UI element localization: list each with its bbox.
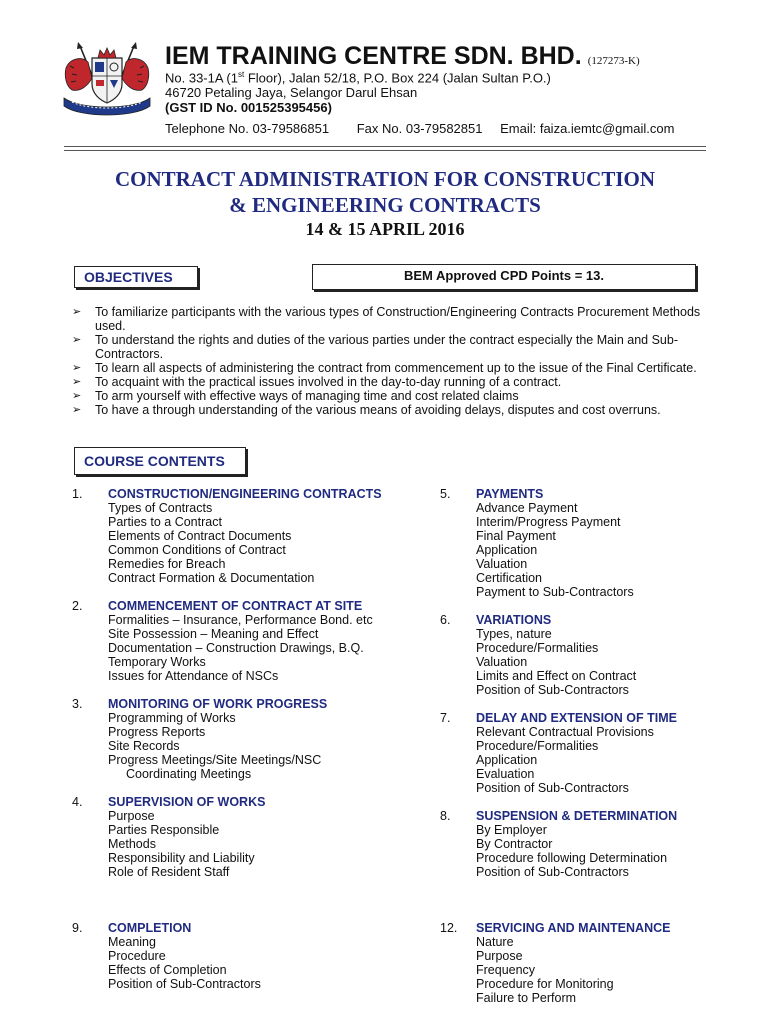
section-item: Programming of Works <box>108 711 236 725</box>
company-registration: (127273-K) <box>587 55 640 67</box>
address-line-1 <box>165 70 551 85</box>
address-pre: No. 33-1A (1 <box>165 70 238 86</box>
section-number: 2. <box>72 599 83 613</box>
section-number: 3. <box>72 697 83 711</box>
section-item: Final Payment <box>476 529 556 543</box>
company-name-text: IEM TRAINING CENTRE SDN. BHD. <box>165 42 582 70</box>
section-item: Site Possession – Meaning and Effect <box>108 627 319 641</box>
objective-item: ➢ To acquaint with the practical issues involved in the day-to-day running of a contract. <box>72 375 712 389</box>
course-section-8 <box>440 809 760 879</box>
section-item: Failure to Perform <box>476 991 577 1005</box>
section-item: Procedure/Formalities <box>476 641 599 655</box>
fax: Fax No. 03-79582851 <box>356 121 483 136</box>
iem-crest-logo-icon <box>58 40 156 124</box>
cpd-points-box: BEM Approved CPD Points = 13. <box>312 264 696 290</box>
section-number: 1. <box>72 487 83 501</box>
section-item: Formalities – Insurance, Performance Bond. etc <box>108 613 373 627</box>
section-item: Site Records <box>108 739 180 753</box>
section-item: Advance Payment <box>476 501 578 515</box>
section-item: Valuation <box>476 557 528 571</box>
section-item: Payment to Sub-Contractors <box>476 585 634 599</box>
address-post: Floor), Jalan 52/18, P.O. Box 224 (Jalan Sultan P.O.) <box>244 70 551 86</box>
section-item: Application <box>476 543 538 557</box>
course-title-line-2: & ENGINEERING CONTRACTS <box>229 193 541 217</box>
section-item: By Contractor <box>476 837 553 851</box>
section-item: Procedure <box>108 949 166 963</box>
course-section-7 <box>440 711 760 795</box>
objectives-list <box>72 305 712 417</box>
section-item: Documentation – Construction Drawings, B.Q. <box>108 641 364 655</box>
course-date: 14 & 15 APRIL 2016 <box>305 219 465 239</box>
section-item: Evaluation <box>476 767 535 781</box>
section-item: Meaning <box>108 935 156 949</box>
section-item: Relevant Contractual Provisions <box>476 725 654 739</box>
section-title: COMPLETION <box>108 921 192 935</box>
section-item: Frequency <box>476 963 536 977</box>
section-item: Position of Sub-Contractors <box>476 781 629 795</box>
course-section-6 <box>440 613 760 697</box>
section-item: Position of Sub-Contractors <box>108 977 261 991</box>
section-item: Limits and Effect on Contract <box>476 669 637 683</box>
section-item: Procedure for Monitoring <box>476 977 614 991</box>
section-item: Issues for Attendance of NSCs <box>108 669 279 683</box>
section-number: 5. <box>440 487 451 501</box>
section-item: Parties to a Contract <box>108 515 222 529</box>
section-item: Nature <box>476 935 514 949</box>
telephone: Telephone No. 03-79586851 <box>165 121 330 136</box>
section-title: DELAY AND EXTENSION OF TIME <box>476 711 677 725</box>
section-item: Types of Contracts <box>108 501 213 515</box>
section-item: Common Conditions of Contract <box>108 543 286 557</box>
course-section-3 <box>72 697 392 781</box>
section-item: Methods <box>108 837 156 851</box>
section-number: 12. <box>440 921 458 935</box>
section-title: MONITORING OF WORK PROGRESS <box>108 697 328 711</box>
section-number: 9. <box>72 921 83 935</box>
contact-line <box>165 121 688 136</box>
section-item: Progress Meetings/Site Meetings/NSC <box>108 753 322 767</box>
section-item: Temporary Works <box>108 655 206 669</box>
section-item: Parties Responsible <box>108 823 220 837</box>
course-title-line-1: CONTRACT ADMINISTRATION FOR CONSTRUCTION <box>114 167 656 191</box>
section-item: Purpose <box>476 949 523 963</box>
section-item: Role of Resident Staff <box>108 865 230 879</box>
course-section-12 <box>440 921 760 1005</box>
section-item: Position of Sub-Contractors <box>476 865 629 879</box>
section-item: Certification <box>476 571 542 585</box>
section-item: Procedure/Formalities <box>476 739 599 753</box>
section-title: VARIATIONS <box>476 613 552 627</box>
gst-id: (GST ID No. 001525395456) <box>165 100 332 115</box>
course-section-2 <box>72 599 392 683</box>
section-item: Coordinating Meetings <box>126 767 252 781</box>
email: Email: faiza.iemtc@gmail.com <box>500 121 675 136</box>
course-contents-heading: COURSE CONTENTS <box>74 447 246 475</box>
objectives-heading: OBJECTIVES <box>74 266 198 288</box>
course-section-9 <box>72 921 392 991</box>
section-title: SUPERVISION OF WORKS <box>108 795 266 809</box>
objective-item: ➢ To learn all aspects of administering the contract from commencement up to the issue of the Final Certificate. <box>72 361 712 375</box>
section-number: 7. <box>440 711 451 725</box>
section-item: Interim/Progress Payment <box>476 515 621 529</box>
section-title: SUSPENSION & DETERMINATION <box>476 809 678 823</box>
section-item: Application <box>476 753 538 767</box>
company-name <box>165 42 640 71</box>
header-divider <box>64 146 706 151</box>
section-item: Responsibility and Liability <box>108 851 255 865</box>
section-title: CONSTRUCTION/ENGINEERING CONTRACTS <box>108 487 382 501</box>
section-item: Valuation <box>476 655 528 669</box>
section-item: Elements of Contract Documents <box>108 529 292 543</box>
section-item: Remedies for Breach <box>108 557 226 571</box>
section-item: Contract Formation & Documentation <box>108 571 315 585</box>
course-section-4 <box>72 795 392 879</box>
section-item: By Employer <box>476 823 547 837</box>
section-title: COMMENCEMENT OF CONTRACT AT SITE <box>108 599 363 613</box>
section-item: Types, nature <box>476 627 552 641</box>
objective-item: ➢ To arm yourself with effective ways of managing time and cost related claims <box>72 389 712 403</box>
section-item: Position of Sub-Contractors <box>476 683 629 697</box>
section-title: PAYMENTS <box>476 487 544 501</box>
address-sup: st <box>238 70 245 79</box>
section-item: Procedure following Determination <box>476 851 668 865</box>
objective-item: ➢ To understand the rights and duties of the various parties under the contract especially the Main and Sub-Contractors. <box>72 333 712 361</box>
course-section-5 <box>440 487 760 599</box>
section-number: 6. <box>440 613 451 627</box>
address-line-2: 46720 Petaling Jaya, Selangor Darul Ehsan <box>165 85 418 100</box>
section-item: Purpose <box>108 809 155 823</box>
section-item: Effects of Completion <box>108 963 227 977</box>
section-title: SERVICING AND MAINTENANCE <box>476 921 671 935</box>
section-number: 8. <box>440 809 451 823</box>
section-item: Progress Reports <box>108 725 206 739</box>
objective-item: ➢ To have a through understanding of the various means of avoiding delays, disputes and cost overruns. <box>72 403 712 417</box>
objective-item: ➢ To familiarize participants with the various types of Construction/Engineering Contracts Procurement Methods used. <box>72 305 712 333</box>
section-number: 4. <box>72 795 83 809</box>
course-section-1 <box>72 487 392 585</box>
